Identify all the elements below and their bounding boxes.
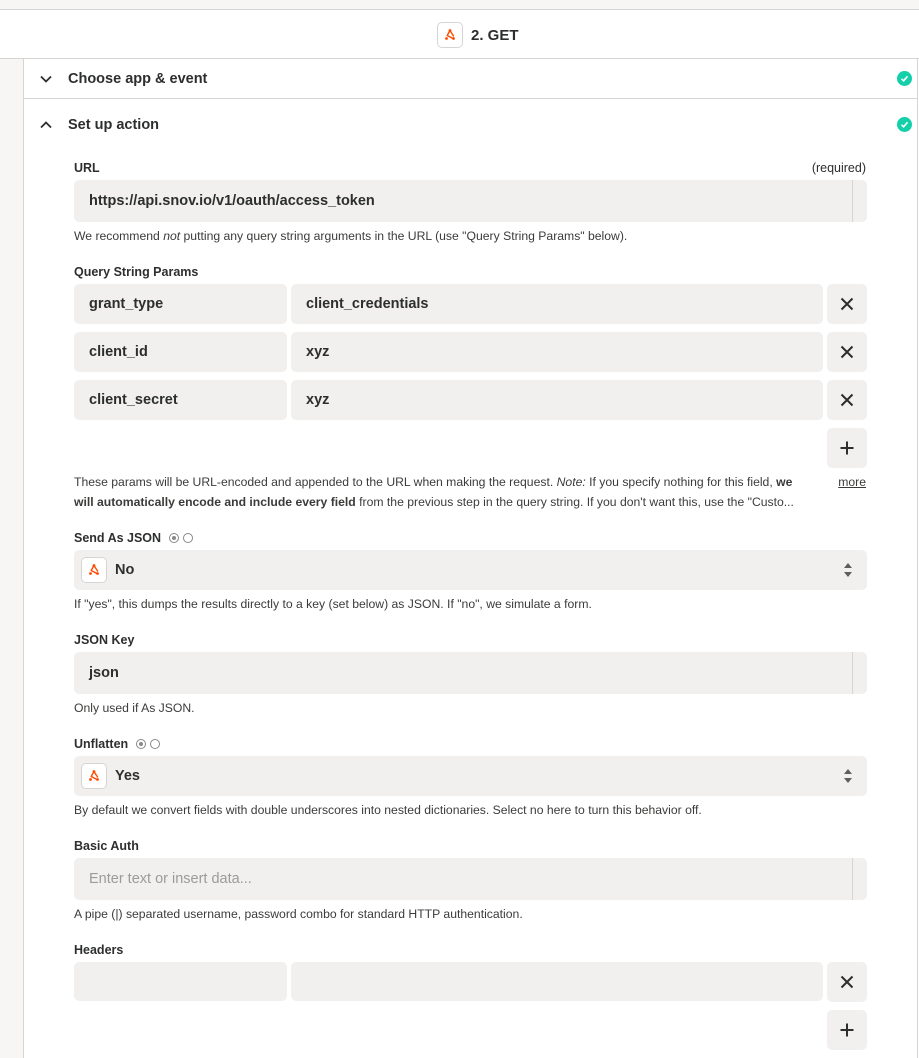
webhook-icon <box>81 763 107 789</box>
close-icon <box>839 344 855 360</box>
remove-param-button[interactable] <box>827 380 867 420</box>
radio-dot-icon[interactable] <box>169 533 179 543</box>
add-header-button[interactable] <box>827 1010 867 1050</box>
radio-dot-icon[interactable] <box>136 739 146 749</box>
headers-label: Headers <box>74 943 124 957</box>
close-icon <box>839 392 855 408</box>
query-param-value[interactable]: client_credentials <box>291 284 823 324</box>
close-icon <box>839 974 855 990</box>
send-as-json-label: Send As JSON <box>74 531 193 545</box>
step-panel <box>24 59 918 1058</box>
step-header <box>0 10 919 59</box>
section-set-up-action[interactable] <box>24 104 918 145</box>
updown-arrows-icon <box>843 767 853 785</box>
webhook-icon <box>81 557 107 583</box>
radio-dot-icon[interactable] <box>150 739 160 749</box>
query-param-value[interactable]: xyz <box>291 380 823 420</box>
unflatten-label: Unflatten <box>74 737 160 751</box>
radio-dot-icon[interactable] <box>183 533 193 543</box>
query-param-key[interactable]: client_id <box>74 332 287 372</box>
query-param-value[interactable]: xyz <box>291 332 823 372</box>
send-as-json-select[interactable] <box>74 550 867 590</box>
basic-auth-input[interactable] <box>74 858 867 900</box>
header-value-input[interactable] <box>291 962 823 1001</box>
header-key-input[interactable] <box>74 962 287 1001</box>
send-as-json-help: If "yes", this dumps the results directly to a key (set below) as JSON. If "no", we simulate a form. <box>74 597 592 611</box>
basic-auth-placeholder: Enter text or insert data... <box>89 871 252 887</box>
plus-icon <box>839 1022 855 1038</box>
top-strip <box>0 0 919 10</box>
plus-icon <box>839 440 855 456</box>
more-link[interactable]: more <box>838 475 866 489</box>
required-tag: (required) <box>811 161 866 175</box>
query-params-label: Query String Params <box>74 265 199 279</box>
chevron-down-icon <box>38 71 54 87</box>
json-key-help: Only used if As JSON. <box>74 701 195 715</box>
check-circle-icon <box>897 117 912 132</box>
selected-value: Yes <box>115 768 140 784</box>
check-circle-icon <box>897 71 912 86</box>
field-mode-toggle[interactable] <box>169 533 193 543</box>
query-param-key[interactable]: grant_type <box>74 284 287 324</box>
remove-param-button[interactable] <box>827 284 867 324</box>
remove-param-button[interactable] <box>827 332 867 372</box>
updown-arrows-icon <box>843 561 853 579</box>
query-param-key[interactable]: client_secret <box>74 380 287 420</box>
remove-header-button[interactable] <box>827 962 867 1002</box>
chevron-up-icon <box>38 117 54 133</box>
url-help: We recommend not putting any query string arguments in the URL (use "Query String Params" below). <box>74 229 628 243</box>
field-mode-toggle[interactable] <box>136 739 160 749</box>
json-key-input[interactable]: json <box>74 652 867 694</box>
query-params-help: These params will be URL-encoded and appended to the URL when making the request. Note: If you specify nothing for this field, we will automatically encode and include every field from the previous step in the query string. If you don't want this, use the "Custo... <box>74 475 794 509</box>
section-choose-app-event[interactable] <box>24 59 918 99</box>
left-gutter <box>0 59 24 1058</box>
close-icon <box>839 296 855 312</box>
url-label: URL <box>74 161 100 175</box>
basic-auth-help: A pipe (|) separated username, password combo for standard HTTP authentication. <box>74 907 523 921</box>
webhook-icon <box>437 22 463 48</box>
json-key-label: JSON Key <box>74 633 135 647</box>
step-title-label: 2. GET <box>471 26 519 44</box>
unflatten-select[interactable] <box>74 756 867 796</box>
section-title: Set up action <box>68 116 160 133</box>
url-input[interactable]: https://api.snov.io/v1/oauth/access_token <box>74 180 867 222</box>
add-param-button[interactable] <box>827 428 867 468</box>
basic-auth-label: Basic Auth <box>74 839 139 853</box>
unflatten-help: By default we convert fields with double underscores into nested dictionaries. Select no here to turn this behavior off. <box>74 803 702 817</box>
step-title[interactable] <box>437 22 519 48</box>
selected-value: No <box>115 562 135 578</box>
section-title: Choose app & event <box>68 70 208 87</box>
